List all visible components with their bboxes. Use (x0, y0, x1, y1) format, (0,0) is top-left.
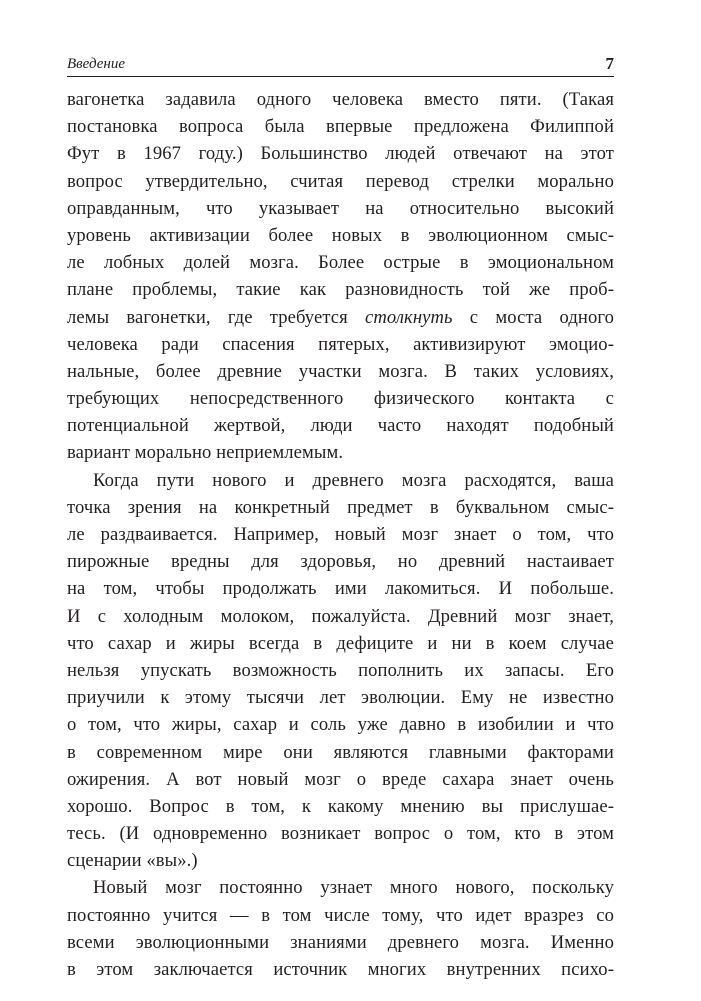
line-text: пирожные вредны для здоровья, но древний настаивает (67, 551, 614, 573)
line-text: постановка вопроса была впервые предложена Филиппой (67, 116, 614, 138)
line-text: Когда пути нового и древнего мозга расходятся, ваша (93, 469, 614, 491)
text-line (67, 684, 614, 711)
line-text: лемы вагонетки, где требуется (67, 306, 365, 328)
line-text: точка зрения на конкретный предмет в буквальном смыс- (67, 496, 614, 518)
text-line (67, 820, 614, 847)
text-line (67, 521, 614, 548)
line-text: что сахар и жиры всегда в дефиците и ни в коем случае (67, 632, 614, 654)
line-text: плане проблемы, такие как разновидность той же проб- (67, 279, 614, 301)
text-line (67, 711, 614, 738)
text-line (67, 548, 614, 575)
text-line (67, 603, 614, 630)
line-text: ле лобных долей мозга. Более острые в эмоциональном (67, 252, 614, 274)
line-text: ожирения. А вот новый мозг о вреде сахара знает очень (67, 768, 614, 790)
line-text: нельзя упускать возможность пополнить их запасы. Его (67, 659, 614, 681)
line-text: оправданным, что указывает на относительно высокий (67, 197, 614, 219)
text-line (67, 385, 614, 412)
running-header (67, 52, 614, 77)
text-line (67, 902, 614, 929)
line-text: требующих непосредственного физического контакта с (67, 388, 614, 410)
text-line (67, 276, 614, 303)
line-text: всеми эволюционными знаниями древнего мозга. Именно (67, 931, 614, 953)
text-line (67, 793, 614, 820)
line-text: вариант морально неприемлемым. (67, 442, 344, 464)
line-text: в современном мире они являются главными факторами (67, 741, 614, 763)
line-text: уровень активизации более новых в эволюционном смыс- (67, 224, 614, 246)
line-text: Новый мозг постоянно узнает много нового, поскольку (93, 877, 614, 899)
line-text: вагонетка задавила одного человека вместо пяти. (Такая (67, 89, 614, 110)
line-text: хорошо. Вопрос в том, к какому мнению вы прислушае- (67, 795, 614, 817)
text-line (67, 575, 614, 602)
text-line (67, 113, 614, 140)
text-line (67, 929, 614, 956)
line-text: с моста одного (452, 306, 615, 328)
text-line (67, 331, 614, 358)
line-text: в этом заключается источник многих внутренних психо- (67, 959, 614, 980)
text-line (67, 657, 614, 684)
text-line (67, 195, 614, 222)
line-text: потенциальной жертвой, люди часто находят подобный (67, 415, 614, 437)
emphasized-word: столкнуть (365, 306, 453, 328)
section-title: Введение (67, 56, 125, 72)
text-line (67, 168, 614, 195)
line-text: тесь. (И одновременно возникает вопрос о том, кто в этом (67, 823, 614, 845)
body-text (67, 86, 614, 983)
line-text: постоянно учится — в том числе тому, что идет вразрез со (67, 904, 614, 926)
text-line (67, 358, 614, 385)
text-line (67, 739, 614, 766)
line-text: И с холодным молоком, пожалуйста. Древний мозг знает, (67, 605, 614, 627)
text-line (67, 222, 614, 249)
text-line (67, 766, 614, 793)
line-text: вопрос утвердительно, считая перевод стрелки морально (67, 170, 614, 192)
text-line (67, 630, 614, 657)
page-number: 7 (605, 54, 614, 73)
line-text: человека ради спасения пятерых, активизируют эмоцио- (67, 333, 614, 355)
text-line (67, 412, 614, 439)
text-line (67, 467, 614, 494)
line-text: приучили к этому тысячи лет эволюции. Ему не известно (67, 687, 614, 709)
text-line (67, 140, 614, 167)
line-text: на том, чтобы продолжать ими лакомиться. И побольше. (67, 578, 614, 600)
text-line (67, 494, 614, 521)
text-line (67, 249, 614, 276)
text-line (67, 86, 614, 113)
line-text: о том, что жиры, сахар и соль уже давно в изобилии и что (67, 714, 614, 736)
text-line (67, 439, 614, 466)
line-text: Фут в 1967 году.) Большинство людей отвечают на этот (67, 143, 614, 165)
text-line (67, 874, 614, 901)
text-line (67, 847, 614, 874)
line-text: ле раздваивается. Например, новый мозг знает о том, что (67, 524, 614, 545)
line-text: сценарии «вы».) (67, 850, 198, 872)
line-text: нальные, более древние участки мозга. В таких условиях, (67, 360, 614, 382)
text-line (67, 956, 614, 983)
text-line (67, 304, 614, 331)
